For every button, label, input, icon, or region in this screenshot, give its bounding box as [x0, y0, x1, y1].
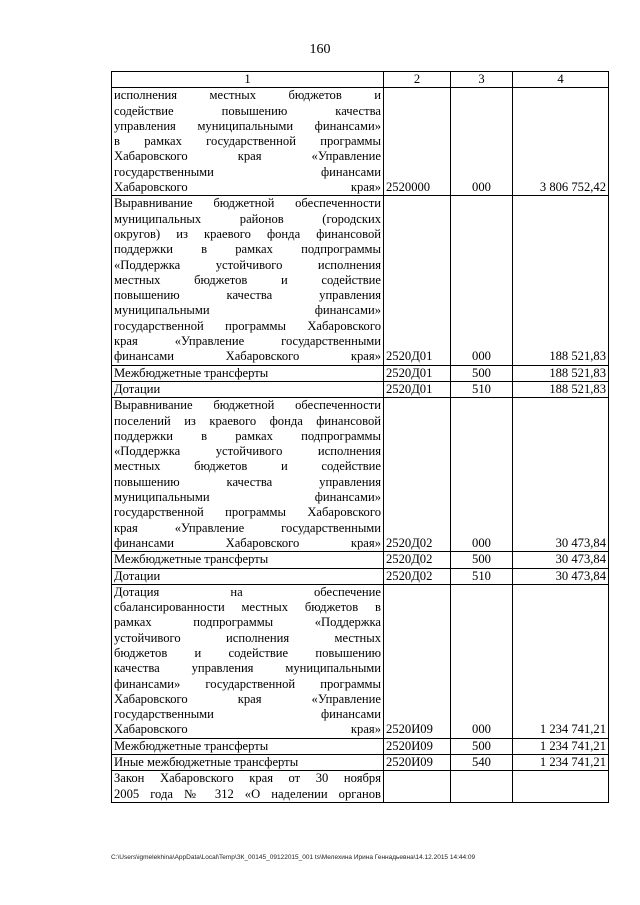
row-expense-type: 500 — [451, 552, 513, 568]
row-expense-type: 500 — [451, 365, 513, 381]
row-amount — [513, 771, 609, 803]
table-row — [112, 398, 609, 552]
row-expense-type — [451, 771, 513, 803]
row-amount: 188 521,83 — [513, 381, 609, 397]
column-header-4: 4 — [513, 72, 609, 88]
row-amount: 3 806 752,42 — [513, 88, 609, 196]
row-target-code: 2520Д02 — [384, 398, 451, 552]
row-target-code: 2520Д02 — [384, 568, 451, 584]
row-target-code: 2520И09 — [384, 738, 451, 754]
row-description: Закон Хабаровского края от 30 ноября 2005 года № 312 «О наделении органов — [112, 771, 384, 803]
row-amount: 188 521,83 — [513, 196, 609, 365]
table-body — [112, 88, 609, 803]
row-expense-type: 000 — [451, 196, 513, 365]
row-expense-type: 510 — [451, 568, 513, 584]
row-expense-type: 000 — [451, 88, 513, 196]
row-amount: 30 473,84 — [513, 552, 609, 568]
row-expense-type: 000 — [451, 398, 513, 552]
table-row — [112, 584, 609, 738]
row-description: Выравнивание бюджетной обеспеченности муниципальных районов (городских округов) из краевого фонда финансовой поддержки в рамках подпрограммы «Поддержка устойчивого исполнения местных бюджетов и содействие повышению качества управления муниципальными финансами» государственной программы Хабаровского края «Управление государственными финансами Хабаровского края» — [112, 196, 384, 365]
row-target-code — [384, 771, 451, 803]
row-target-code: 2520И09 — [384, 755, 451, 771]
row-description: Иные межбюджетные трансферты — [112, 755, 384, 771]
table-row — [112, 568, 609, 584]
row-target-code: 2520Д01 — [384, 365, 451, 381]
table-row — [112, 381, 609, 397]
table-row — [112, 88, 609, 196]
row-expense-type: 000 — [451, 584, 513, 738]
row-amount: 30 473,84 — [513, 568, 609, 584]
row-description: Межбюджетные трансферты — [112, 738, 384, 754]
row-amount: 1 234 741,21 — [513, 738, 609, 754]
row-description: Дотация на обеспечение сбалансированности местных бюджетов в рамках подпрограммы «Поддержка устойчивого исполнения местных бюджетов и содействие повышению качества управления муниципальными финансами» государственной программы Хабаровского края «Управление государственными финансами Хабаровского края» — [112, 584, 384, 738]
table-row — [112, 552, 609, 568]
row-target-code: 2520И09 — [384, 584, 451, 738]
budget-table — [111, 71, 609, 803]
table-row — [112, 755, 609, 771]
table-row — [112, 365, 609, 381]
row-amount: 188 521,83 — [513, 365, 609, 381]
page-number: 160 — [309, 42, 331, 57]
row-description: Дотации — [112, 381, 384, 397]
row-description: Дотации — [112, 568, 384, 584]
row-expense-type: 500 — [451, 738, 513, 754]
table-row — [112, 196, 609, 365]
column-header-1: 1 — [112, 72, 384, 88]
row-description: исполнения местных бюджетов и содействие повышению качества управления муниципальными финансами» в рамках государственной программы Хабаровского края «Управление государственными финансами Хабаровского края» — [112, 88, 384, 196]
row-expense-type: 540 — [451, 755, 513, 771]
table-row — [112, 738, 609, 754]
row-target-code: 2520Д01 — [384, 196, 451, 365]
row-amount: 30 473,84 — [513, 398, 609, 552]
row-expense-type: 510 — [451, 381, 513, 397]
row-description: Межбюджетные трансферты — [112, 365, 384, 381]
row-target-code: 2520Д02 — [384, 552, 451, 568]
file-path-footer: C:\Users\igmelekhina\AppData\Local\Temp\ЗК_00145_09122015_001 ts\Мелехина Ирина Геннадьевна\14.12.2015 14:44:09 — [111, 854, 476, 861]
row-amount: 1 234 741,21 — [513, 755, 609, 771]
row-target-code: 2520Д01 — [384, 381, 451, 397]
column-header-3: 3 — [451, 72, 513, 88]
row-description: Выравнивание бюджетной обеспеченности поселений из краевого фонда финансовой поддержки в рамках подпрограммы «Поддержка устойчивого исполнения местных бюджетов и содействие повышению качества управления муниципальными финансами» государственной программы Хабаровского края «Управление государственными финансами Хабаровского края» — [112, 398, 384, 552]
row-amount: 1 234 741,21 — [513, 584, 609, 738]
row-target-code: 2520000 — [384, 88, 451, 196]
table-row — [112, 771, 609, 803]
column-header-2: 2 — [384, 72, 451, 88]
row-description: Межбюджетные трансферты — [112, 552, 384, 568]
table-header-row — [112, 72, 609, 88]
